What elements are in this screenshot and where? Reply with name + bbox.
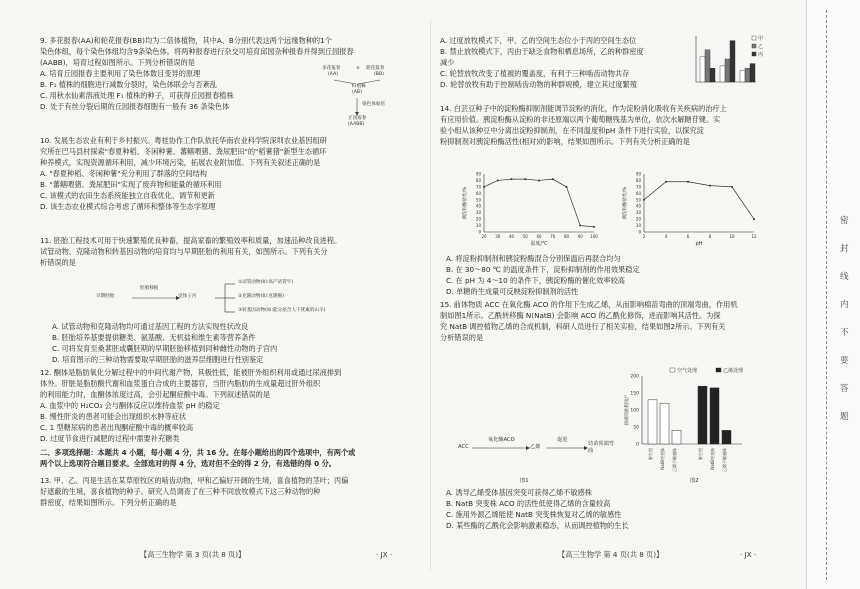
data-point — [753, 218, 755, 220]
legend-swatch — [670, 368, 675, 372]
data-point — [483, 186, 485, 188]
question-line: 究 NatB 调控植物乙烯的合成机制，科研人员进行了相关实验，结果如图2所示。下列有关 — [440, 322, 726, 331]
option-line: B. 在 30～80 ℃ 的温度条件下，淀粉抑制剂的作用效果稳定 — [446, 265, 640, 274]
seal-char: 答 — [840, 384, 849, 394]
category-label: NatB突变株 — [710, 448, 715, 470]
series-line — [644, 182, 754, 219]
y-tick-label: 0 — [638, 229, 641, 235]
fig11-out1: ①试管动物(如:高产试管牛) — [238, 280, 294, 285]
q14-temperature-chart — [460, 168, 610, 248]
bar — [722, 430, 731, 444]
data-point — [497, 179, 499, 181]
fig9-f1-genome: (AB) — [352, 90, 362, 95]
y-tick-label: 20 — [635, 216, 641, 222]
bar — [725, 59, 730, 82]
question-line: D. 过度节食进行减肥的过程中需要补充糖类 — [40, 434, 180, 443]
bar — [740, 71, 745, 83]
question-line: C. 该模式的农田生态系统能独立自我优化、调节和更新 — [40, 191, 215, 200]
question-line: 究所在巴马县村探索"春夏种稻、冬闲种薯、蕃鳝喂猪、粪尿肥田"的"稻薯猪"新型生态循环 — [40, 147, 327, 156]
fig9-parent1: 多花报春 — [322, 66, 341, 71]
option-line: B. NatB 突变株 ACO 的活性低使得乙烯的含量较高 — [446, 499, 611, 508]
question-line: 制如图1所示。乙酰转移酶 N(NatB) 会影响 ACO 的乙酰化修饰，进而影响其活性。为探 — [440, 311, 721, 320]
data-point — [709, 185, 711, 187]
fig9-cross: × — [356, 66, 360, 71]
seal-dashed-line — [826, 10, 827, 580]
option-line: D. 某些酶的乙酰化会影响激素稳态，从而调控植物的生长 — [446, 521, 629, 530]
fig9-f1: F₁植株 — [352, 84, 366, 89]
x-axis-label: pH — [695, 241, 703, 247]
question-line: B. 慢性肝炎的患者可能会出现组织水肿等症状 — [40, 412, 187, 421]
legend-swatch — [752, 52, 756, 56]
question-line: C. 用秋水仙素溶液处理 F₁ 植株的种子，可获得丘园报春植株 — [40, 91, 234, 100]
y-tick-label: 20 — [475, 216, 481, 222]
y-tick-label: 10 — [475, 223, 481, 229]
fig11-mid: 胚胎移植 — [140, 286, 159, 291]
bar — [648, 400, 657, 444]
x-tick-label: 12 — [751, 234, 757, 239]
question-line: 有应用价值。胰淀粉酶从淀粉的非还原端以两个葡萄糖残基为单位，依次水解糖苷键。实 — [440, 115, 721, 124]
question-line: 10. 发展生态农业有利于乡村振兴。粤桂协作工作队依托华南农业科学院深圳农业基因组研 — [40, 136, 327, 145]
question-line: C. 1 型糖尿病的患者出现酮症酸中毒的概率较高 — [40, 423, 194, 432]
x-axis-label: 温度/℃ — [530, 241, 548, 247]
y-tick-label: 40 — [635, 203, 641, 209]
y-axis-label: 胰淀粉酶活性/% — [463, 186, 468, 220]
option-line: C. 可将发育至桑葚胚或囊胚期的早期胚胎移植到同种雌性动物的子宫内 — [52, 344, 278, 353]
y-tick-label: 30 — [635, 210, 641, 216]
bar — [745, 68, 750, 82]
seal-char: 题 — [840, 412, 849, 422]
left-footer: 【高三生物学 第 3 页(共 8 页)】 — [140, 550, 246, 559]
x-tick-label: 50 — [522, 234, 528, 239]
bar — [672, 430, 681, 444]
question-line: 群密度，结果如图所示。下列分析正确的是 — [40, 498, 177, 507]
y-tick-label: 60 — [475, 190, 481, 196]
fig15-arrows — [470, 444, 590, 454]
fig15-ethylene: 乙烯 — [530, 444, 541, 450]
question-line: 分析错误的是 — [440, 333, 484, 342]
data-point — [643, 199, 645, 201]
question-line: 11. 胚胎工程技术可用于快速繁殖优良种畜，提高家畜的繁殖效率和质量，加速品种改良进程。 — [40, 236, 342, 245]
bar — [698, 386, 707, 444]
bar — [730, 41, 735, 82]
question-line: 染色体组，每个染色体组均含9条染色体。将两种报春进行杂交可培育邱园杂种报春并得到丘园报春 — [40, 47, 354, 56]
q14-ph-chart — [620, 168, 770, 248]
y-tick-label: 10 — [635, 223, 641, 229]
option-line: A. 将淀粉抑制剂和胰淀粉酶混合分别保温后再混合均匀 — [446, 254, 621, 263]
x-tick-label: 70 — [550, 234, 556, 239]
x-tick-label: 40 — [508, 234, 515, 239]
option-line: A. 试管动物和克隆动物均可通过基因工程的方法实现性状改良 — [52, 322, 249, 331]
q15-bar-chart — [620, 364, 780, 474]
question-line: D. 该生态农业模式综合考虑了循环和整体等生态学原理 — [40, 202, 216, 211]
legend-label: 乙 — [758, 44, 764, 50]
fig15-enzyme: 氧化酶ACO — [488, 437, 515, 443]
question-line: B. "蕃鳝喂猪、粪尿肥田"实现了废弃物和能量的循环利用 — [40, 180, 222, 189]
question-line: B. F₁ 植株的细胞进行减数分裂时，染色体联会与否紊乱 — [40, 80, 217, 89]
series-line — [484, 179, 594, 227]
question-line: 种养模式，实现资源循环利用，减少环境污染，拓展农业附加值。下列有关叙述正确的是 — [40, 158, 321, 167]
right-footer-mark: · JX · — [740, 550, 757, 559]
data-point — [524, 178, 526, 180]
question-line: 9. 多花报春(AA)和轮花报春(BB)均为二倍体植物，其中A、B分别代表这两个远缘物种的1个 — [40, 36, 332, 45]
y-tick-label: 0 — [636, 442, 639, 448]
fig9-arrow-label: 染色体加倍 — [362, 102, 385, 107]
y-tick-label: 0 — [478, 229, 481, 235]
option-line: D. 轮替放牧有助于控制啮齿动物的种群规模，建立其过度繁殖 — [440, 80, 637, 89]
y-tick-label: 50 — [633, 425, 639, 431]
section-heading: 二、多项选择题：本题共 4 小题，每小题 4 分，共 16 分。在每小题给出的四个选项中，有两个或 — [40, 448, 356, 457]
fig11-out3: ③转基因动物(如:能分泌含人干扰素的山羊) — [238, 308, 326, 313]
x-tick-label: 10 — [729, 234, 735, 239]
y-tick-label: 80 — [635, 177, 641, 183]
fig15-acc: ACC — [458, 444, 469, 450]
fig15-result: 幼苗顶端弯曲 — [588, 441, 614, 454]
y-tick-label: 40 — [475, 203, 481, 209]
section-heading: 两个以上选项符合题目要求。全部选对的得 4 分，选对但不全的得 2 分，有选错的得 0 分。 — [40, 459, 336, 468]
x-tick-label: 60 — [536, 234, 542, 239]
option-line: C. 在 pH 为 4～10 的条件下，胰淀粉酶的催化效率较高 — [446, 276, 625, 285]
question-line: 的利用能力时，血酮体浓度过高，会引起酮症酸中毒。下列叙述错误的是 — [40, 390, 271, 399]
y-tick-label: 70 — [635, 184, 641, 190]
data-point — [566, 186, 568, 188]
question-line: 好遮蔽的生境，喜食植物的种子。研究人员调查了在三种不同放牧模式下这三种动物的种 — [40, 487, 321, 496]
question-line: 15. 前体物质 ACC 在氧化酶 ACO 的作用下生成乙烯，从而影响棉苗弯曲的顶端弯曲，作用机 — [440, 300, 738, 309]
fig15-caption1: 图1 — [520, 478, 529, 484]
legend-label: 甲 — [758, 36, 764, 42]
bar — [710, 68, 715, 82]
data-point — [538, 179, 540, 181]
seal-char: 封 — [840, 244, 849, 254]
category-label: NatB突变株 — [660, 448, 665, 470]
question-line: 粉抑制剂对胰淀粉酶活性(相对)的影响，结果如图所示。下列有关分析正确的是 — [440, 137, 690, 146]
fig9-arrows — [330, 76, 390, 118]
question-line: 13. 甲、乙、丙是生活在某草原牧区的啮齿动物，甲和乙偏好开阔的生境，喜食植物的茎叶；丙偏 — [40, 476, 349, 485]
y-tick-label: 100 — [630, 408, 639, 414]
y-tick-label: 200 — [630, 374, 639, 380]
data-point — [665, 181, 667, 183]
option-line: A. 过度放牧模式下，甲、乙的空间生态位小于丙的空间生态位 — [440, 36, 637, 45]
x-tick-label: 4 — [664, 234, 668, 239]
question-line: 析错误的是 — [40, 258, 76, 267]
bar — [705, 50, 710, 82]
question-line: 体外。肝脏是脂肪酸代谢和血浆蛋白合成的主要器官，当肝内脂肪的生成量超过肝外组织 — [40, 379, 321, 388]
bar — [700, 57, 705, 82]
option-line: 减少 — [440, 58, 455, 67]
x-tick-label: 6 — [686, 234, 690, 239]
fig15-promote: 促进 — [557, 437, 568, 443]
option-line: D. 培育图示的三种动物需要取早期胚胎的滋养层细胞进行性别鉴定 — [52, 355, 264, 364]
seal-char: 不 — [840, 328, 849, 338]
legend-swatch — [752, 44, 756, 48]
fig11-recipient: 受体子宫 — [178, 294, 197, 299]
y-tick-label: 50 — [475, 197, 481, 203]
category-label: 乙烯不敏感株 — [672, 448, 677, 472]
question-line: D. 处于有丝分裂后期的丘园报春细胞有一般有 36 条染色体 — [40, 102, 230, 111]
data-point — [511, 178, 513, 180]
y-tick-label: 50 — [635, 197, 641, 203]
data-point — [731, 186, 733, 188]
fig9-parent2: 轮花报春 — [366, 66, 385, 71]
category-label: 野生型 — [698, 448, 703, 460]
option-line: B. 胚胎培养基要提供糖类、氨基酸、无机盐和维生素等营养条件 — [52, 333, 256, 342]
bar — [660, 403, 669, 444]
fig15-caption2: 图2 — [690, 478, 699, 484]
question-line: 试管动物、克隆动物和转基因动物的培育均与早期胚胎的利用有关，如图所示。下列有关分 — [40, 247, 328, 256]
legend-label: 空气处理 — [677, 368, 698, 374]
y-tick-label: 60 — [635, 190, 641, 196]
y-tick-label: 80 — [475, 177, 481, 183]
legend-label: 丙 — [758, 52, 764, 58]
x-tick-label: 30 — [495, 234, 501, 239]
category-label: 乙烯不敏感株 — [722, 448, 727, 472]
seal-column — [806, 0, 860, 589]
right-footer: 【高三生物学 第 4 页(共 8 页)】 — [558, 550, 664, 559]
x-tick-label: 8 — [708, 234, 712, 239]
x-tick-label: 100 — [590, 234, 598, 239]
fig9-product-genome: (AABB) — [348, 122, 365, 127]
legend-label: 乙烯处理 — [723, 368, 744, 374]
question-line: A. 培育丘园报春主要利用了染色体数目变异的原理 — [40, 69, 201, 78]
y-tick-label: 150 — [630, 391, 639, 397]
y-axis-label: 顶端弯曲程度/° — [625, 394, 630, 426]
x-tick-label: 20 — [481, 234, 487, 239]
y-tick-label: 70 — [475, 184, 481, 190]
fig9-product: 丘园报春 — [348, 116, 367, 121]
page-divider — [430, 20, 431, 570]
fig9-parent1-genome: (AA) — [328, 72, 338, 77]
option-line: D. 单糖的生成量可反映淀粉抑制剂的活性 — [446, 287, 579, 296]
x-tick-label: 80 — [563, 234, 570, 239]
category-label: 野生型 — [648, 448, 653, 460]
data-point — [579, 225, 581, 227]
bar — [720, 66, 725, 82]
question-line: (AABB)，培育过程如图所示。下列分析错误的是 — [40, 58, 195, 67]
seal-char: 密 — [840, 216, 849, 226]
question-line: A. 血浆中的 H₂CO₃ 会与酮体反应以维持血浆 pH 的稳定 — [40, 401, 220, 410]
question-line: 12. 酮体是脂肪氧化分解过程中的中间代谢产物，其极性低，能被肝外组织利用或通过尿液排到 — [40, 368, 342, 377]
option-line: A. 诱导乙烯受体基因突变可获得乙烯不敏感株 — [446, 488, 592, 497]
y-tick-label: 30 — [475, 210, 481, 216]
q13-bar-chart — [680, 30, 770, 92]
question-line: 14. 白芸豆种子中的淀粉酶抑制剂能调节淀粉的消化，作为淀粉消化吸收有关疾病的治疗上 — [440, 104, 727, 113]
seal-char: 内 — [840, 300, 849, 310]
fig11-start: 早期胚胎 — [96, 294, 115, 299]
data-point — [687, 181, 689, 183]
x-tick-label: 2 — [642, 234, 646, 239]
legend-swatch — [752, 36, 756, 40]
y-tick-label: 90 — [475, 171, 481, 177]
fig9-parent2-genome: (BB) — [374, 72, 384, 77]
bar — [710, 388, 719, 444]
data-point — [593, 226, 595, 228]
question-line: 验小组从该种豆中分离出淀粉抑制剂，在不同温度和pH 条件下进行实验，以探究淀 — [440, 126, 704, 135]
y-tick-label: 90 — [635, 171, 641, 177]
fig11-out2: ②克隆动物(如:克隆猴) — [238, 294, 285, 299]
x-tick-label: 90 — [577, 234, 583, 239]
option-line: B. 禁止放牧模式下，丙由于缺乏食物和栖息场所，乙的种群密度 — [440, 47, 644, 56]
option-line: C. 施用外源乙烯能使 NatB 突变株恢复对乙烯的敏感性 — [446, 510, 622, 519]
data-point — [552, 178, 554, 180]
option-line: C. 轮替放牧改变了植被的覆盖度，有利于三种啮齿动物共存 — [440, 69, 630, 78]
y-axis-label: 胰淀粉酶活性/% — [623, 186, 628, 220]
bar — [750, 64, 755, 82]
seal-char: 线 — [840, 272, 849, 282]
question-line: A. "春夏种稻、冬闲种薯"充分利用了群落的空间结构 — [40, 169, 207, 178]
left-footer-mark: · JX · — [376, 550, 393, 559]
seal-char: 要 — [840, 356, 849, 366]
legend-swatch — [716, 368, 721, 372]
